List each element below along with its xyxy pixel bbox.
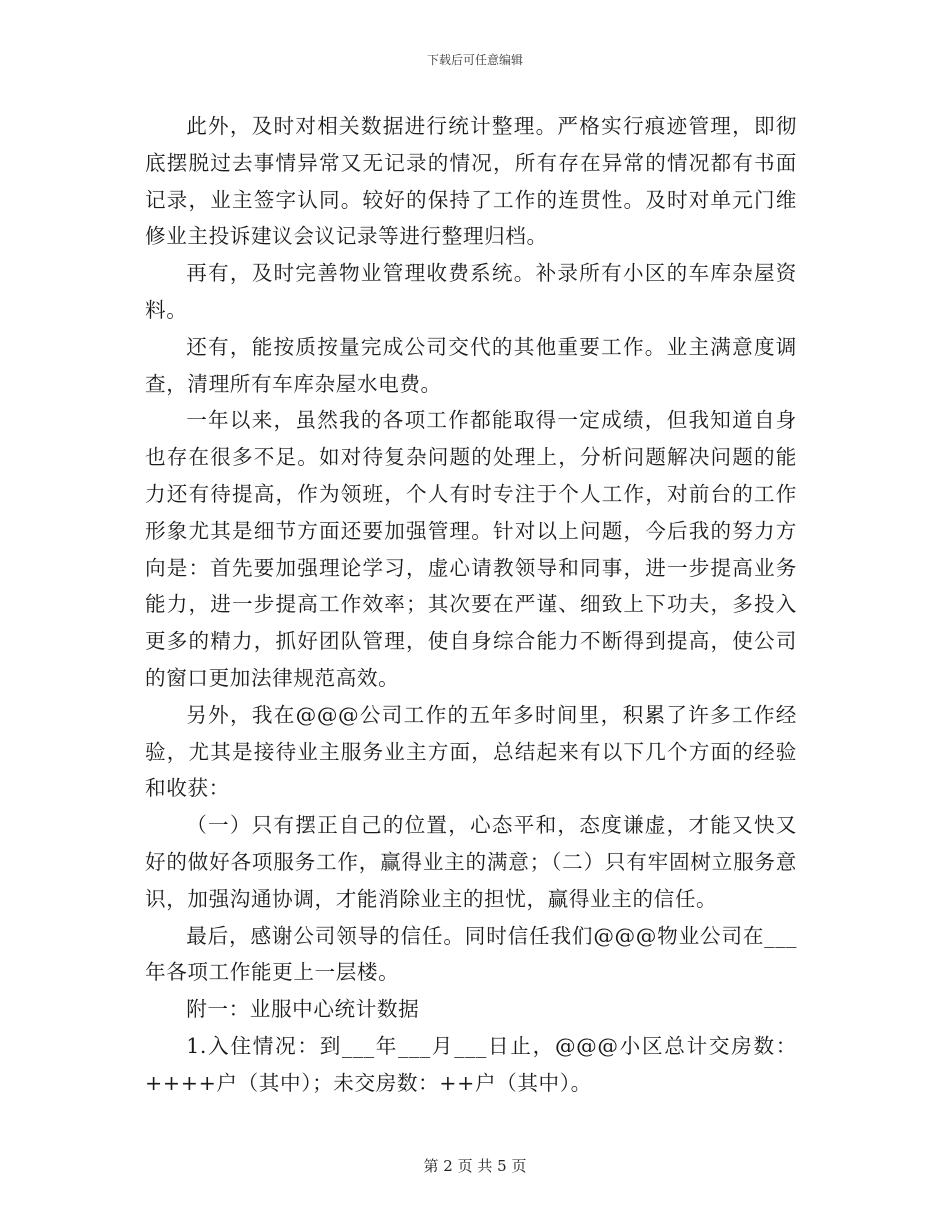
page-header-note: 下载后可任意编辑 [426, 53, 523, 67]
document-body [145, 108, 797, 1102]
paragraph-shortcomings: 一年以来，虽然我的各项工作都能取得一定成绩，但我知道自身也存在很多不足。如对待复杂问题的处理上，分析问题解决问题的能力还有待提高，作为领班，个人有时专注于个人工作，对前台的工作形象尤其是细节方面还要加强管理。针对以上问题，今后我的努力方向是：首先要加强理论学习，虚心请教领导和同事，进一步提高业务能力，进一步提高工作效率；其次要在严谨、细致上下功夫，多投入更多的精力，抓好团队管理，使自身综合能力不断得到提高，使公司的窗口更加法律规范高效。 [145, 408, 797, 690]
paragraph-data-archiving: 此外，及时对相关数据进行统计整理。严格实行痕迹管理，即彻底摆脱过去事情异常又无记录的情况，所有存在异常的情况都有书面记录，业主签字认同。较好的保持了工作的连贯性。及时对单元门维修业主投诉建议会议记录等进行整理归档。 [145, 114, 797, 249]
paragraph-occupancy: 1.入住情况：到___年___月___日止，@@@小区总计交房数：++++户（其中）；未交房数：++户（其中）。 [145, 1033, 797, 1095]
page-number: 第 2 页 共 5 页 [423, 1157, 527, 1175]
paragraph-fee-system: 再有，及时完善物业管理收费系统。补录所有小区的车库杂屋资料。 [145, 261, 797, 322]
paragraph-experience-intro: 另外，我在@@@公司工作的五年多时间里，积累了许多工作经验，尤其是接待业主服务业主方面，总结起来有以下几个方面的经验和收获： [145, 702, 797, 801]
paragraph-closing: 最后，感谢公司领导的信任。同时信任我们@@@物业公司在___年各项工作能更上一层楼。 [145, 923, 797, 985]
paragraph-experience-points: （一）只有摆正自己的位置，心态平和，态度谦虚，才能又快又好的做好各项服务工作，赢得业主的满意；（二）只有牢固树立服务意识，加强沟通协调，才能消除业主的担忧，赢得业主的信任。 [145, 813, 797, 911]
paragraph-appendix-title: 附一：业服中心统计数据 [186, 997, 420, 1022]
paragraph-other-work: 还有，能按质按量完成公司交代的其他重要工作。业主满意度调查，清理所有车库杂屋水电费。 [145, 334, 797, 396]
